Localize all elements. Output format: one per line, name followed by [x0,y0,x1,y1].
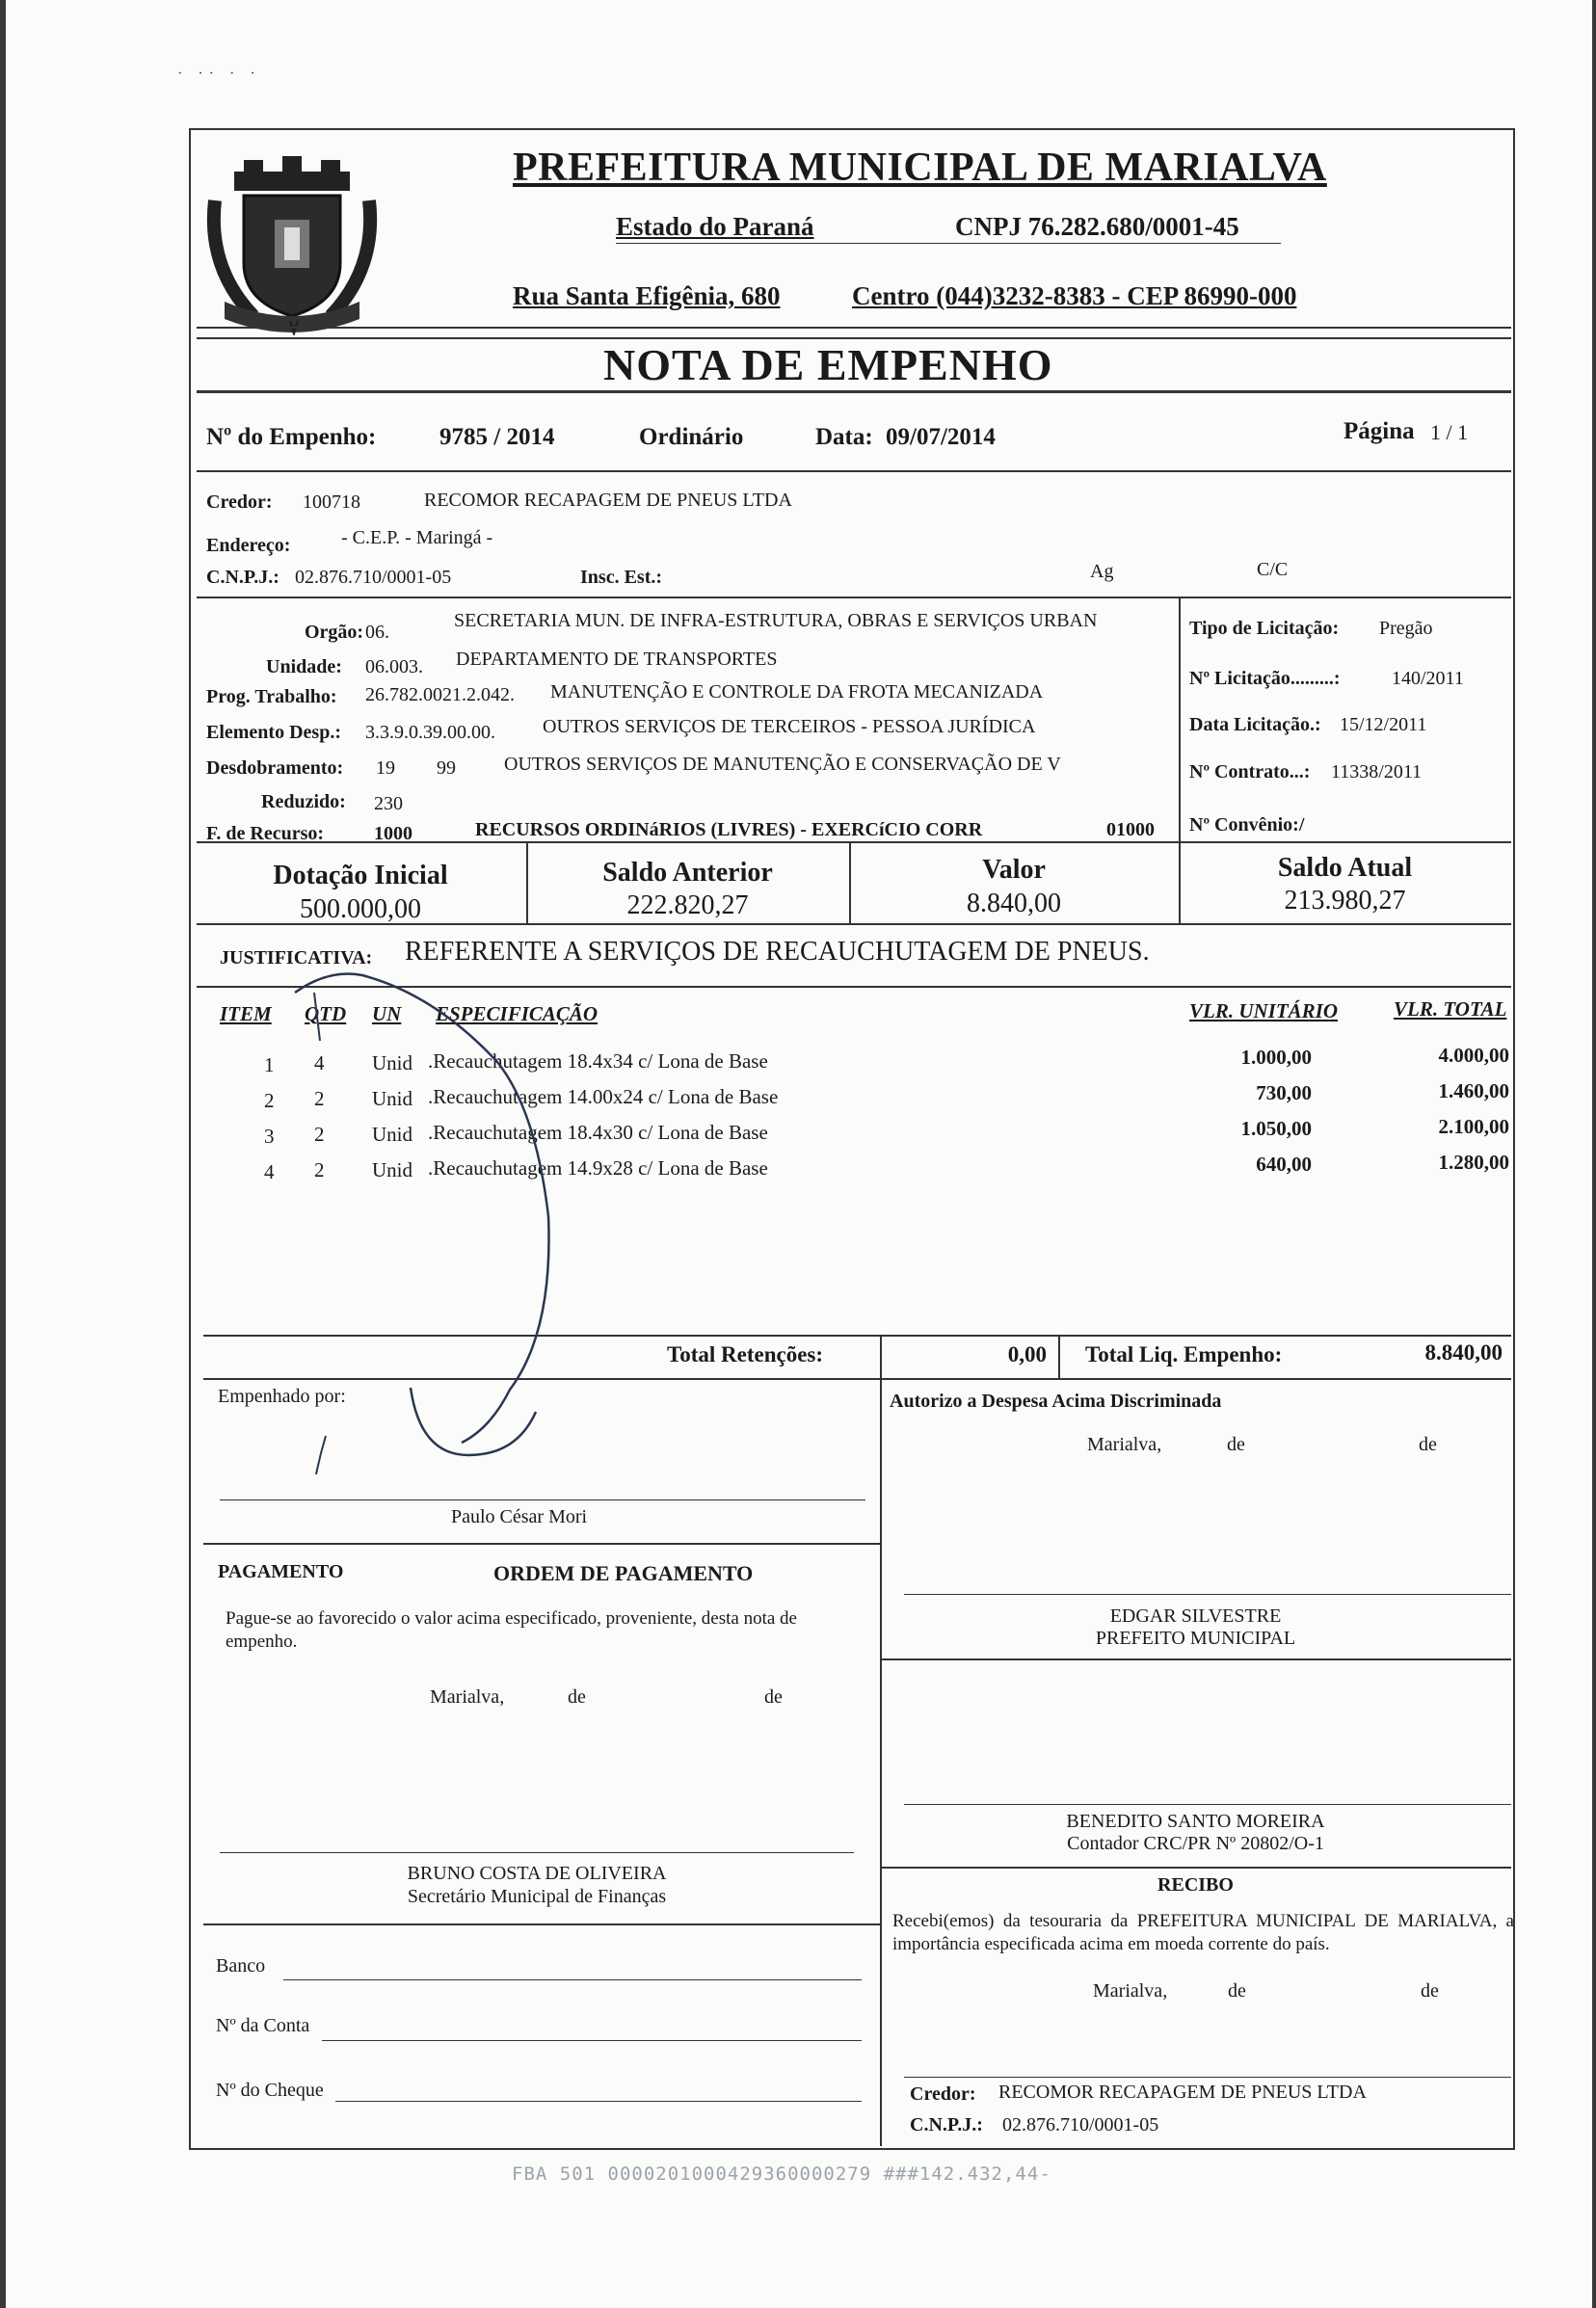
prefeito-name: EDGAR SILVESTRE [1109,1605,1282,1627]
valor-label: Valor [982,855,1046,885]
item-number: 1 [264,1053,275,1076]
secretario-name: BRUNO COSTA DE OLIVEIRA [407,1863,667,1884]
item-unit-value: 730,00 [1256,1081,1312,1104]
empenho-number: 9785 / 2014 [439,424,555,450]
document-title: NOTA DE EMPENHO [603,340,1053,389]
recibo-de-1: de [1228,1980,1246,2002]
col-un-header: UN [372,1002,402,1025]
item-un: Unid [372,1051,412,1074]
credor-label: Credor: [206,491,273,513]
elemento-desc: OUTROS SERVIÇOS DE TERCEIROS - PESSOA JURÍDICA [543,716,1036,737]
tipo-licitacao-label: Tipo de Licitação: [1189,618,1340,639]
cc-label: C/C [1257,559,1289,580]
convenio-label: Nº Convênio:/ [1189,814,1305,836]
page-label: Página [1343,418,1415,444]
banco-field[interactable] [283,1979,862,1980]
contador-role: Contador CRC/PR Nº 20802/O-1 [1067,1833,1324,1854]
scan-specks: · ·· · · [177,66,261,82]
autorizo-de-1: de [1227,1434,1245,1455]
orgao-code: 06. [365,622,389,643]
budget-divider [197,841,1511,843]
credor-cnpj-label: C.N.P.J.: [206,567,279,588]
cheque-label: Nº do Cheque [216,2080,324,2101]
item-unit-value: 640,00 [1256,1153,1312,1176]
prefeito-role: PREFEITO MUNICIPAL [1095,1628,1296,1649]
desdobramento-desc: OUTROS SERVIÇOS DE MANUTENÇÃO E CONSERVAÇÃO DE V [504,754,1061,775]
secretario-sign-line [220,1852,854,1853]
address-field-label: Endereço: [206,535,291,556]
totals-col-1 [880,1335,882,1378]
item-un: Unid [372,1158,412,1181]
totals-top-line [203,1335,1511,1337]
secretario-role: Secretário Municipal de Finanças [407,1886,667,1907]
dotacao-value: 500.000,00 [300,894,421,924]
saldo-anterior-label: Saldo Anterior [602,858,773,888]
empenho-date: 09/07/2014 [886,424,996,450]
address-label: Rua Santa Efigênia, 680 [513,281,781,310]
item-number: 3 [264,1125,275,1148]
page-number: 1 / 1 [1430,420,1469,444]
contrato-label: Nº Contrato...: [1189,761,1311,783]
recibo-sign-line [904,2077,1511,2078]
item-espec: .Recauchutagem 18.4x34 c/ Lona de Base [428,1049,768,1073]
col-qtd-header: QTD [305,1002,347,1025]
item-un: Unid [372,1087,412,1110]
saldo-atual-value: 213.980,27 [1284,886,1406,915]
municipal-coat-of-arms [205,143,379,335]
recibo-top-line [880,1867,1511,1869]
recibo-credor-label: Credor: [910,2083,976,2105]
title-divider [197,390,1511,393]
recibo-city: Marialva, [1093,1980,1168,2002]
recibo-de-2: de [1421,1980,1439,2002]
recurso-num: 01000 [1106,819,1155,840]
justificativa-divider [197,986,1511,988]
prefeito-sign-line [904,1594,1511,1595]
recurso-desc: RECURSOS ORDINáRIOS (LIVRES) - EXERCíCIO CORR [475,819,983,840]
recibo-text: Recebi(emos) da tesouraria da PREFEITURA MUNICIPAL DE MARIALVA, a importância especificada acima em moeda corrente do país. [892,1911,1514,1954]
col-espec-header: ESPECIFICAÇÃO [436,1002,598,1025]
pagamento-city: Marialva, [430,1686,505,1708]
recibo-label: RECIBO [1157,1874,1234,1896]
totals-bottom-line [203,1378,1511,1380]
num-licitacao-label: Nº Licitação.........: [1189,668,1341,689]
item-espec: .Recauchutagem 14.9x28 c/ Lona de Base [428,1156,768,1180]
unidade-code: 06.003. [365,656,423,677]
prog-trabalho-code: 26.782.0021.2.042. [365,684,515,705]
elemento-label: Elemento Desp.: [206,722,341,743]
pagamento-label: PAGAMENTO [218,1561,344,1582]
credor-name: RECOMOR RECAPAGEM DE PNEUS LTDA [424,490,792,511]
elemento-code: 3.3.9.0.39.00.00. [365,722,495,743]
credor-cnpj: 02.876.710/0001-05 [295,567,452,588]
empenho-date-label: Data: [815,424,873,450]
empenhado-label: Empenhado por: [218,1386,346,1407]
pagamento-top-line [203,1543,880,1545]
insc-est-label: Insc. Est.: [580,567,663,588]
total-liq-label: Total Liq. Empenho: [1085,1342,1283,1366]
col-item-header: ITEM [220,1002,272,1025]
item-unit-value: 1.050,00 [1240,1117,1312,1140]
recurso-label: F. de Recurso: [206,823,325,844]
item-total-value: 4.000,00 [1438,1044,1509,1067]
autorizo-city: Marialva, [1087,1434,1162,1455]
autorizo-label: Autorizo a Despesa Acima Discriminada [890,1391,1222,1412]
pagamento-de-1: de [568,1686,586,1708]
reduzido-label: Reduzido: [261,791,346,812]
orgao-label: Orgão: [305,622,364,643]
empenho-type: Ordinário [639,424,744,450]
saldos-divider [197,923,1511,925]
credor-address: - C.E.P. - Maringá - [341,527,493,548]
col-total-header: VLR. TOTAL [1394,997,1507,1021]
item-qtd: 2 [314,1158,325,1181]
dotacao-label: Dotação Inicial [273,861,448,890]
num-licitacao: 140/2011 [1392,668,1464,689]
saldo-atual-label: Saldo Atual [1277,853,1413,883]
municipality-title: PREFEITURA MUNICIPAL DE MARIALVA [513,146,1327,190]
item-number: 4 [264,1160,275,1183]
empenhado-sign-line [220,1499,865,1500]
document-page [6,0,1592,2308]
retencoes-label: Total Retenções: [667,1342,824,1366]
lower-center-divider [880,1378,882,2146]
justificativa-text: REFERENTE A SERVIÇOS DE RECAUCHUTAGEM DE PNEUS. [405,937,1150,967]
recurso-code: 1000 [374,823,412,844]
banco-top-line [203,1923,880,1925]
unidade-desc: DEPARTAMENTO DE TRANSPORTES [456,649,778,670]
state-label: Estado do Paraná [616,212,814,241]
tipo-licitacao: Pregão [1379,618,1433,639]
recibo-cnpj-label: C.N.P.J.: [910,2114,983,2136]
item-qtd: 2 [314,1123,325,1146]
saldo-anterior-value: 222.820,27 [626,890,749,920]
justificativa-label: JUSTIFICATIVA: [220,947,373,968]
empenho-number-label: Nº do Empenho: [206,424,377,450]
data-licitacao: 15/12/2011 [1340,714,1427,735]
item-espec: .Recauchutagem 18.4x30 c/ Lona de Base [428,1121,768,1144]
orgao-desc: SECRETARIA MUN. DE INFRA-ESTRUTURA, OBRAS E SERVIÇOS URBAN [454,610,1098,631]
cnpj-label: CNPJ 76.282.680/0001-45 [955,212,1239,241]
conta-field[interactable] [322,2040,862,2041]
ordem-pagamento-label: ORDEM DE PAGAMENTO [493,1561,754,1585]
prefeito-bottom-line [880,1658,1511,1660]
item-unit-value: 1.000,00 [1240,1046,1312,1069]
retencoes-value: 0,00 [1007,1342,1047,1366]
prog-trabalho-label: Prog. Trabalho: [206,686,337,707]
contador-sign-line [904,1804,1511,1805]
reduzido-value: 230 [374,793,403,814]
budget-licitacao-divider [1179,597,1181,841]
unidade-label: Unidade: [266,656,342,677]
empenho-divider [197,470,1511,472]
banco-label: Banco [216,1955,266,1976]
bank-processing-code: FBA 501 0000201000429360000279 ###142.432,44- [512,2163,1051,2185]
pagamento-text: Pague-se ao favorecido o valor acima especificado, proveniente, desta nota de empenho. [226,1608,797,1652]
desdobramento-label: Desdobramento: [206,757,344,779]
item-total-value: 2.100,00 [1438,1115,1509,1138]
data-licitacao-label: Data Licitação.: [1189,714,1321,735]
state-underline [616,243,1281,244]
total-liq-value: 8.840,00 [1424,1340,1503,1365]
valor-value: 8.840,00 [967,889,1061,918]
col-unit-header: VLR. UNITÁRIO [1189,999,1339,1022]
recibo-cnpj: 02.876.710/0001-05 [1002,2114,1159,2136]
agency-label: Ag [1090,561,1114,582]
empenhado-name: Paulo César Mori [451,1506,588,1527]
totals-col-2 [1058,1335,1060,1378]
credor-code: 100718 [303,491,360,513]
conta-label: Nº da Conta [216,2015,310,2036]
phone-cep-label: Centro (044)3232-8383 - CEP 86990-000 [852,281,1297,310]
header-divider [197,327,1511,329]
item-total-value: 1.460,00 [1438,1079,1509,1102]
autorizo-de-2: de [1419,1434,1437,1455]
recibo-credor: RECOMOR RECAPAGEM DE PNEUS LTDA [998,2082,1367,2103]
prog-trabalho-desc: MANUTENÇÃO E CONTROLE DA FROTA MECANIZADA [550,681,1044,703]
item-total-value: 1.280,00 [1438,1151,1509,1174]
item-qtd: 4 [314,1051,325,1074]
cheque-field[interactable] [335,2101,862,2102]
item-un: Unid [372,1123,412,1146]
contrato-number: 11338/2011 [1331,761,1423,783]
item-espec: .Recauchutagem 14.00x24 c/ Lona de Base [428,1085,779,1108]
desdobramento-code1: 19 [376,757,395,779]
desdobramento-code2: 99 [437,757,456,779]
contador-name: BENEDITO SANTO MOREIRA [1066,1811,1325,1832]
credor-divider [197,597,1511,598]
pagamento-de-2: de [764,1686,783,1708]
item-qtd: 2 [314,1087,325,1110]
item-number: 2 [264,1089,275,1112]
